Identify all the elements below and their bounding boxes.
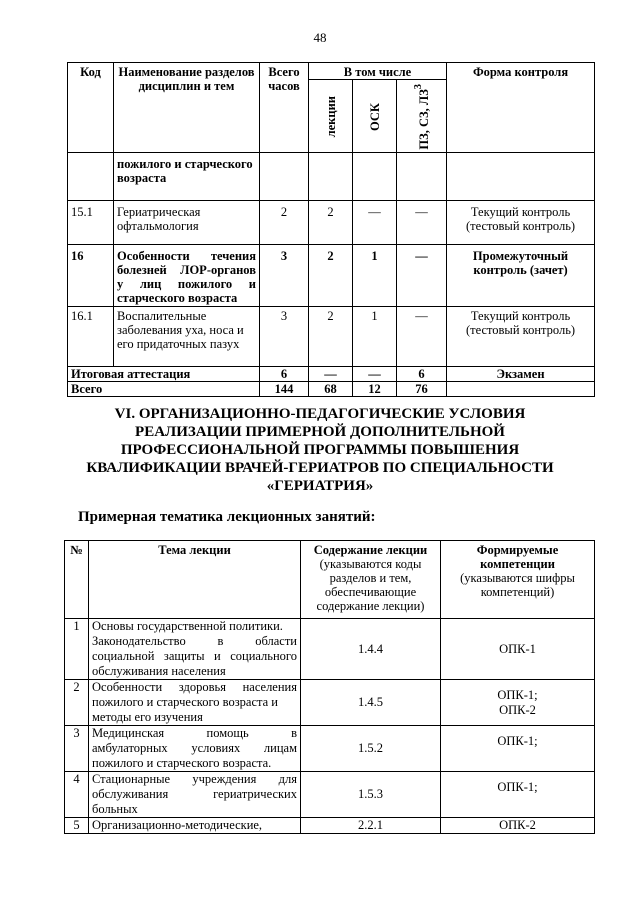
header-control: Форма контроля xyxy=(447,63,595,153)
cell-control: Текущий контроль (тестовый контроль) xyxy=(447,201,595,245)
table-row xyxy=(65,680,595,726)
cell-topic: Основы государственной политики. Законодательство в области социальной защиты и социального обслуживания населения xyxy=(89,619,301,680)
table-row xyxy=(65,726,595,772)
cell-code: 2.2.1 xyxy=(301,818,441,834)
cell-competencies: ОПК-1; ОПК-2 xyxy=(441,680,595,726)
cell-control: Промежуточный контроль (зачет) xyxy=(447,245,595,307)
table-row xyxy=(65,772,595,818)
table-row xyxy=(68,201,595,245)
cell-topic: Организационно-методические, xyxy=(89,818,301,834)
cell-osk: 1 xyxy=(353,245,397,307)
cell-competencies: ОПК-2 xyxy=(441,818,595,834)
curriculum-table xyxy=(67,62,595,397)
cell-lectures: 2 xyxy=(309,307,353,367)
cell-osk: 1 xyxy=(353,307,397,367)
cell-pz: — xyxy=(397,201,447,245)
table-row xyxy=(65,818,595,834)
cell-competencies: ОПК-1 xyxy=(441,619,595,680)
cell-name: Гериатрическая офтальмология xyxy=(114,201,260,245)
final-attestation-row xyxy=(68,367,595,382)
cell-pz: 6 xyxy=(397,367,447,382)
table-row xyxy=(65,619,595,680)
cell-lectures: 68 xyxy=(309,382,353,397)
table-row xyxy=(68,245,595,307)
cell-lectures: — xyxy=(309,367,353,382)
cell-control xyxy=(447,382,595,397)
cell-pz: 76 xyxy=(397,382,447,397)
lecture-topics-heading: Примерная тематика лекционных занятий: xyxy=(78,509,376,525)
header-competencies: Формируемые компетенции (указываются шифры компетенций) xyxy=(441,541,595,619)
cell-topic: Стационарные учреждения для обслуживания гериатрических больных xyxy=(89,772,301,818)
header-osk: ОСК xyxy=(353,80,397,153)
header-total: Всего часов xyxy=(260,63,309,153)
cell-osk: 12 xyxy=(353,382,397,397)
header-topic: Тема лекции xyxy=(89,541,301,619)
cell-final-label: Итоговая аттестация xyxy=(68,367,260,382)
cell-control: Текущий контроль (тестовый контроль) xyxy=(447,307,595,367)
cell-code: 1.4.5 xyxy=(301,680,441,726)
cell-num: 2 xyxy=(65,680,89,726)
header-lectures: лекции xyxy=(309,80,353,153)
cell-total: 2 xyxy=(260,201,309,245)
cell-num: 3 xyxy=(65,726,89,772)
table-header-row xyxy=(65,541,595,619)
cell-code: 16 xyxy=(68,245,114,307)
cell-total: 6 xyxy=(260,367,309,382)
page-number: 48 xyxy=(313,30,327,45)
cell-osk: — xyxy=(353,201,397,245)
header-num: № xyxy=(65,541,89,619)
cell-control: Экзамен xyxy=(447,367,595,382)
lecture-topics-table xyxy=(64,540,595,834)
cell-name: Особенности течения болезней ЛОР-органов у лиц пожилого и старческого возраста xyxy=(114,245,260,307)
cell-competencies: ОПК-1; xyxy=(441,726,595,772)
cell-code: 1.4.4 xyxy=(301,619,441,680)
cell-code: 1.5.2 xyxy=(301,726,441,772)
cell-name: Воспалительные заболевания уха, носа и его придаточных пазух xyxy=(114,307,260,367)
cell-pz: — xyxy=(397,245,447,307)
cell-total: 144 xyxy=(260,382,309,397)
table-row xyxy=(68,153,595,201)
cell-name: пожилого и старческого возраста xyxy=(114,153,260,201)
cell-code: 1.5.3 xyxy=(301,772,441,818)
cell-osk: — xyxy=(353,367,397,382)
cell-pz: — xyxy=(397,307,447,367)
cell-num: 5 xyxy=(65,818,89,834)
header-pz: ПЗ, СЗ, $ЛЗ^3$ xyxy=(397,80,447,153)
header-code: Код xyxy=(68,63,114,153)
table-row xyxy=(68,307,595,367)
header-name: Наименование разделов дисциплин и тем xyxy=(114,63,260,153)
cell-code: 15.1 xyxy=(68,201,114,245)
cell-total-label: Всего xyxy=(68,382,260,397)
cell-num: 4 xyxy=(65,772,89,818)
header-content: Содержание лекции (указываются коды разделов и тем, обеспечивающие содержание лекции) xyxy=(301,541,441,619)
cell-total: 3 xyxy=(260,307,309,367)
cell-topic: Медицинская помощь в амбулаторных условиях лицам пожилого и старческого возраста. xyxy=(89,726,301,772)
cell-topic: Особенности здоровья населения пожилого и старческого возраста и методы его изучения xyxy=(89,680,301,726)
cell-competencies: ОПК-1; xyxy=(441,772,595,818)
header-including: В том числе xyxy=(309,63,447,80)
section-title: VI. ОРГАНИЗАЦИОННО-ПЕДАГОГИЧЕСКИЕ УСЛОВИЯ РЕАЛИЗАЦИИ ПРИМЕРНОЙ ДОПОЛНИТЕЛЬНОЙ ПРОФЕССИОНАЛЬНОЙ ПРОГРАММЫ ПОВЫШЕНИЯ КВАЛИФИКАЦИИ ВРАЧЕЙ-ГЕРИАТРОВ ПО СПЕЦИАЛЬНОСТИ «ГЕРИАТРИЯ» xyxy=(86,406,554,494)
cell-lectures: 2 xyxy=(309,245,353,307)
cell-code: 16.1 xyxy=(68,307,114,367)
total-row xyxy=(68,382,595,397)
cell-num: 1 xyxy=(65,619,89,680)
cell-total: 3 xyxy=(260,245,309,307)
table-header-row xyxy=(68,63,595,80)
cell-lectures: 2 xyxy=(309,201,353,245)
